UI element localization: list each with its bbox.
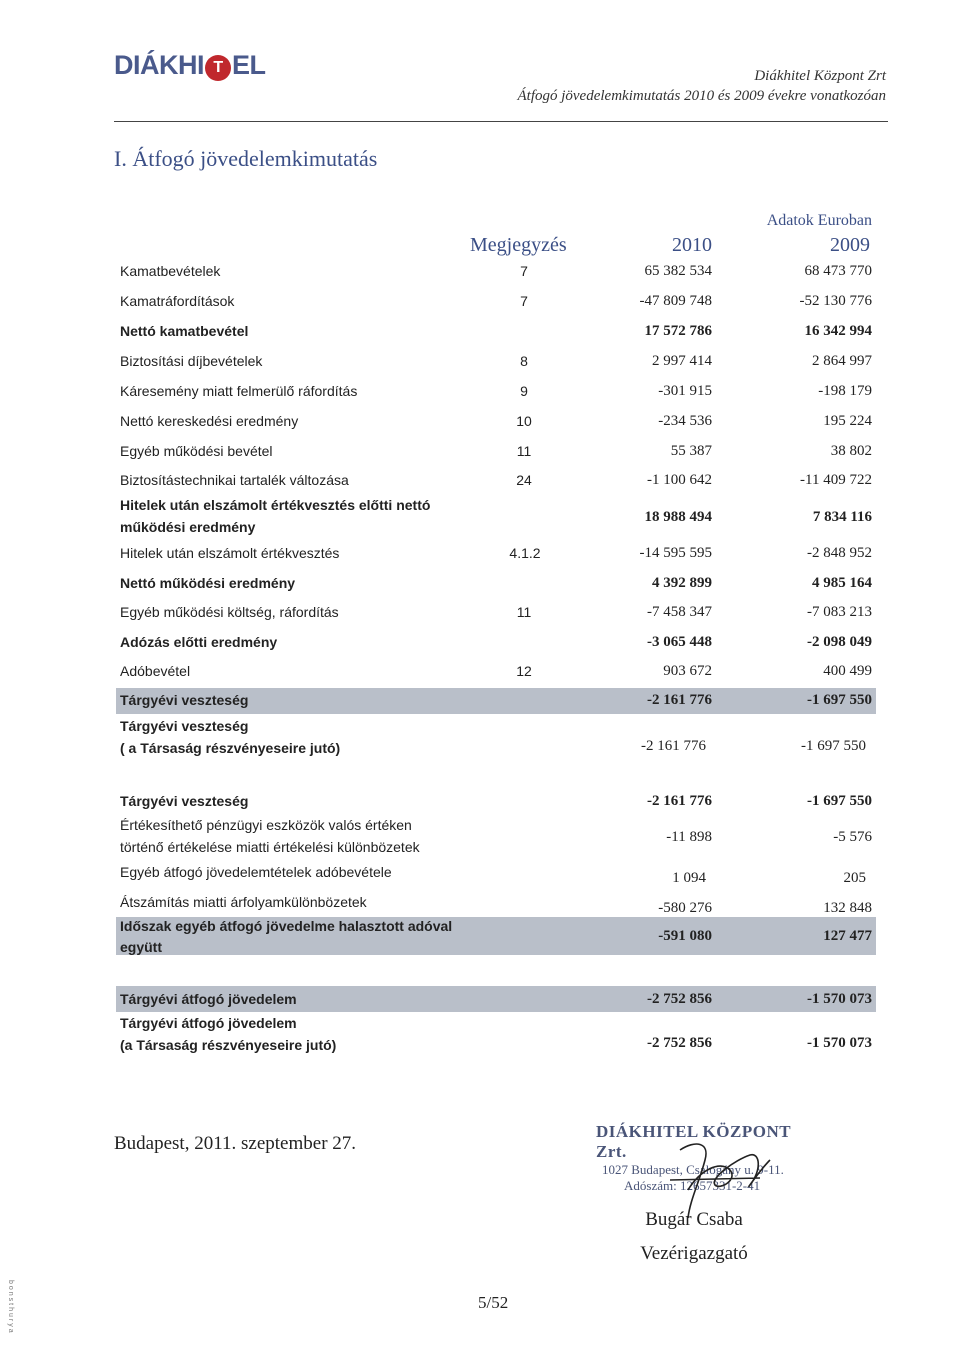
header-right [517,66,886,106]
row-note: 9 [520,383,528,399]
row-label: Biztosítási díjbevételek [120,353,263,369]
table-row [116,353,876,373]
table-row [116,383,876,403]
table-row-highlight [116,986,876,1012]
logo-text-left: DIÁKHI [114,50,204,80]
table-row [116,443,876,463]
row-value-2009: 132 848 [823,900,872,916]
row-label-line2: működési eredmény [120,519,256,535]
row-note: 7 [520,263,528,279]
row-value-2009: -2 098 049 [807,634,872,650]
row-value-2010: -234 536 [658,413,712,429]
row-value-2010: 65 382 534 [644,263,712,279]
row-note: 7 [520,293,528,309]
row-label-line2: együtt [120,939,162,955]
table-row [116,575,876,595]
row-label: Nettó kamatbevétel [120,323,249,339]
row-value-2009: 205 [843,870,866,886]
row-note: 8 [520,353,528,369]
row-value-2009: -1 570 073 [807,991,872,1007]
row-value-2010: -2 161 776 [647,793,712,809]
row-value-2010: -2 752 856 [647,1035,712,1051]
row-label: Hitelek után elszámolt értékvesztés előtti nettó [120,497,431,513]
row-label: Egyéb átfogó jövedelemtételek adóbevétele [120,864,392,880]
row-note: 12 [516,663,532,679]
row-label: Tárgyévi veszteség [120,692,249,708]
row-value-2009: -52 130 776 [799,293,872,309]
row-value-2010: -3 065 448 [647,634,712,650]
row-note: 4.1.2 [509,545,541,561]
row-label: Tárgyévi veszteség [120,793,249,809]
row-label: Hitelek után elszámolt értékvesztés [120,545,340,561]
row-label: Káresemény miatt felmerülő ráfordítás [120,383,358,399]
row-label: Időszak egyéb átfogó jövedelme halasztott adóval [120,918,453,934]
row-label: Adózás előtti eredmény [120,634,278,650]
table-row [116,604,876,624]
row-value-2009: -11 409 722 [800,472,872,488]
row-value-2010: -14 595 595 [639,545,712,561]
table-row [116,545,876,565]
row-value-2009: 68 473 770 [804,263,872,279]
table-row [116,323,876,343]
row-value-2009: 400 499 [823,663,872,679]
stamp-line3: Adószám: 12657331-2-41 [624,1178,761,1193]
table-row [116,817,876,861]
row-label: Biztosítástechnikai tartalék változása [120,472,349,488]
row-value-2010: -301 915 [658,383,712,399]
row-note: 10 [516,413,532,429]
row-value-2010: 4 392 899 [652,575,712,591]
table-row [116,472,876,492]
header-rule [114,121,888,122]
row-value-2009: -2 848 952 [807,545,872,561]
table-row [116,864,876,890]
logo-text-right: EL [232,50,266,80]
row-value-2009: 2 864 997 [812,353,872,369]
row-label: Adóbevétel [120,663,191,679]
row-value-2009: 7 834 116 [812,509,872,525]
table-row [116,894,876,916]
row-value-2010: 903 672 [663,663,712,679]
row-value-2010: -2 161 776 [641,738,706,754]
table-row [116,793,876,813]
row-value-2010: -1 100 642 [647,472,712,488]
row-value-2010: 17 572 786 [644,323,712,339]
row-value-2010: 2 997 414 [652,353,712,369]
row-value-2009: -1 570 073 [807,1035,872,1051]
col-header-2009: 2009 [830,234,870,256]
company-logo [114,50,266,81]
row-label: Tárgyévi átfogó jövedelem [120,991,297,1007]
row-note: 24 [516,472,532,488]
row-value-2010: -580 276 [658,900,712,916]
row-note: 11 [516,443,532,459]
stamp-line2: 1027 Budapest, Csalogány u. 9-11. [602,1162,784,1177]
page-number: 5/52 [478,1293,509,1312]
row-value-2010: -2 161 776 [647,692,712,708]
signer-title: Vezérigazgató [640,1243,748,1264]
col-header-2010: 2010 [672,234,712,256]
table-row [116,293,876,313]
signer-block [636,1203,752,1271]
row-value-2010: -591 080 [658,928,712,944]
row-value-2009: -7 083 213 [807,604,872,620]
row-label: Tárgyévi átfogó jövedelem [120,1015,297,1031]
row-label-line2: (a Társaság részvényeseire jutó) [120,1037,337,1053]
row-value-2010: 1 094 [672,870,706,886]
table-row [116,718,876,762]
row-label: Nettó kereskedési eredmény [120,413,299,429]
table-row [116,413,876,433]
signer-name: Bugár Csaba [645,1209,743,1230]
row-value-2009: -5 576 [833,829,872,845]
header-company: Diákhitel Központ Zrt [754,68,886,84]
row-value-2009: 195 224 [823,413,872,429]
header-subtitle: Átfogó jövedelemkimutatás 2010 és 2009 évekre vonatkozóan [517,88,886,104]
table-row-highlight [116,917,876,955]
currency-note: Adatok Euroban [766,212,872,229]
row-value-2010: -11 898 [666,829,712,845]
row-label: Nettó működési eredmény [120,575,296,591]
row-value-2010: 18 988 494 [644,509,712,525]
row-label-line2: történő értékelése miatti értékelési különbözetek [120,839,420,855]
table-row [116,263,876,283]
table-row-highlight [116,688,876,714]
row-label: Kamatbevételek [120,263,221,279]
row-value-2009: -1 697 550 [801,738,866,754]
row-note: 11 [516,604,532,620]
table-row [116,1015,876,1059]
row-value-2010: -2 752 856 [647,991,712,1007]
row-value-2009: 38 802 [830,443,872,459]
side-mark: bonsthurya [7,1280,14,1335]
logo-ring-icon: T [205,55,231,81]
row-value-2009: -198 179 [818,383,872,399]
row-label: Tárgyévi veszteség [120,718,249,734]
table-row [116,634,876,654]
col-header-note: Megjegyzés [470,234,567,256]
table-row [116,497,876,541]
row-label: Kamatráfordítások [120,293,235,309]
row-value-2009: 16 342 994 [804,323,872,339]
page-title: I. Átfogó jövedelemkimutatás [114,146,378,171]
row-label-line2: ( a Társaság részvényeseire jutó) [120,740,341,756]
row-label: Egyéb működési költség, ráfordítás [120,604,339,620]
row-value-2009: 127 477 [823,928,872,944]
row-label: Egyéb működési bevétel [120,443,273,459]
row-value-2010: 55 387 [670,443,712,459]
row-value-2010: -47 809 748 [639,293,712,309]
row-label: Értékesíthető pénzügyi eszközök valós értéken [120,817,412,833]
row-value-2009: -1 697 550 [807,692,872,708]
row-value-2009: -1 697 550 [807,793,872,809]
place-date: Budapest, 2011. szeptember 27. [114,1133,357,1154]
row-value-2010: -7 458 347 [647,604,712,620]
stamp-line1: DIÁKHITEL KÖZPONT Zrt. [596,1122,791,1161]
table-row [116,663,876,683]
row-value-2009: 4 985 164 [812,575,872,591]
row-label: Átszámítás miatti árfolyamkülönbözetek [120,894,367,910]
